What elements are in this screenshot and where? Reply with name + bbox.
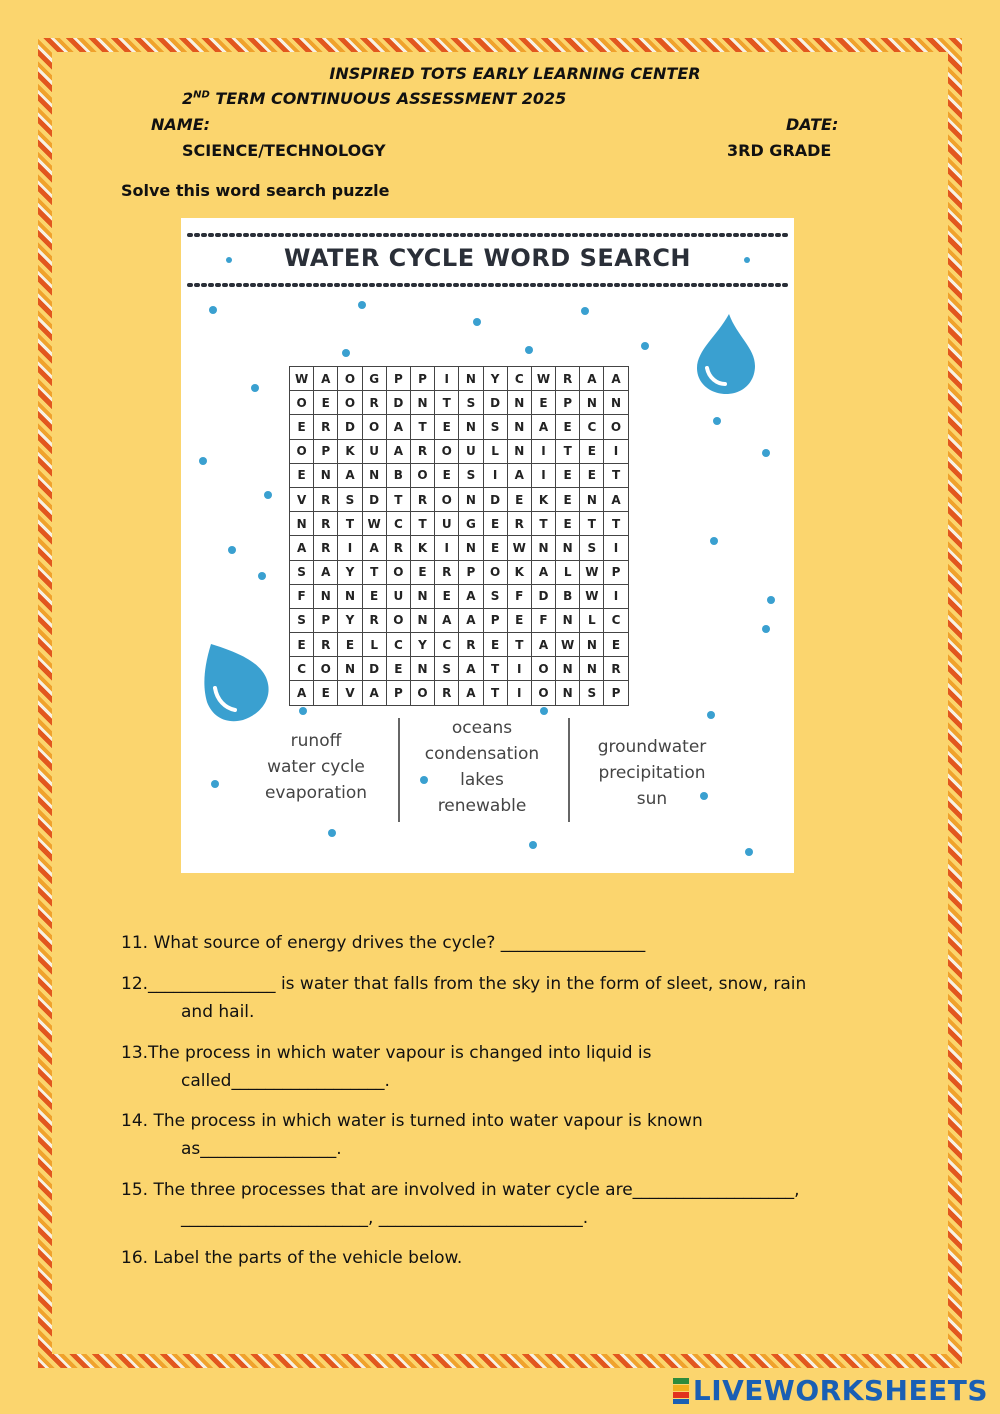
grid-letter: P xyxy=(604,561,627,584)
grid-letter: C xyxy=(508,367,531,390)
grid-letter: C xyxy=(290,657,313,680)
grid-letter: E xyxy=(484,536,507,559)
grid-letter: W xyxy=(363,512,386,535)
grid-letter: O xyxy=(532,657,555,680)
grid-letter: E xyxy=(411,561,434,584)
grid-letter: I xyxy=(484,464,507,487)
term-number: 2 xyxy=(182,89,194,108)
grid-letter: O xyxy=(387,609,410,632)
grid-letter: U xyxy=(435,512,458,535)
grid-letter: U xyxy=(363,440,386,463)
grid-letter: T xyxy=(387,488,410,511)
dot xyxy=(529,841,537,849)
grid-letter: K xyxy=(532,488,555,511)
word-item: condensation xyxy=(424,744,540,764)
liveworksheets-logo xyxy=(673,1374,988,1407)
grid-letter: D xyxy=(387,391,410,414)
grid-letter: W xyxy=(580,561,603,584)
grid-letter: I xyxy=(604,585,627,608)
dot xyxy=(211,780,219,788)
divider xyxy=(398,718,400,822)
grid-letter: G xyxy=(459,512,482,535)
word-item: renewable xyxy=(437,796,527,816)
grid-letter: E xyxy=(290,415,313,438)
grid-letter: N xyxy=(411,585,434,608)
grid-letter: O xyxy=(532,681,555,704)
grid-letter: E xyxy=(580,440,603,463)
grid-letter: U xyxy=(387,585,410,608)
dot xyxy=(710,537,718,545)
grid-letter: O xyxy=(435,440,458,463)
grid-letter: O xyxy=(290,440,313,463)
grid-letter: Y xyxy=(411,633,434,656)
word-item: lakes xyxy=(460,770,504,790)
grid-letter: P xyxy=(604,681,627,704)
grid-letter: V xyxy=(290,488,313,511)
grid-letter: S xyxy=(580,681,603,704)
dot xyxy=(762,625,770,633)
grid-letter: I xyxy=(508,657,531,680)
grid-letter: L xyxy=(580,609,603,632)
grid-letter: I xyxy=(532,464,555,487)
grid-letter: E xyxy=(556,464,579,487)
grid-letter: E xyxy=(604,633,627,656)
grid-letter: C xyxy=(387,633,410,656)
grid-letter: R xyxy=(435,681,458,704)
grid-letter: A xyxy=(314,561,337,584)
grid-letter: N xyxy=(411,657,434,680)
grid-letter: O xyxy=(314,657,337,680)
grid-letter: A xyxy=(604,488,627,511)
grid-letter: W xyxy=(532,367,555,390)
word-item: evaporation xyxy=(264,783,368,803)
grid-letter: U xyxy=(459,440,482,463)
grid-letter: N xyxy=(556,536,579,559)
instruction: Solve this word search puzzle xyxy=(121,181,390,200)
grid-letter: E xyxy=(484,633,507,656)
grid-letter: I xyxy=(435,536,458,559)
grid-letter: F xyxy=(290,585,313,608)
grid-letter: E xyxy=(290,464,313,487)
dot xyxy=(745,848,753,856)
grid-letter: T xyxy=(580,512,603,535)
question-14: 14. The process in which water is turned into water vapour is known xyxy=(121,1111,703,1131)
grid-letter: E xyxy=(387,657,410,680)
grid-letter: W xyxy=(580,585,603,608)
puzzle-title: WATER CYCLE WORD SEARCH xyxy=(283,244,692,272)
grid-letter: N xyxy=(459,367,482,390)
question-12: 12._______________ is water that falls from the sky in the form of sleet, snow, rain xyxy=(121,974,807,994)
word-item: sun xyxy=(636,789,668,809)
grid-letter: O xyxy=(338,367,361,390)
grid-letter: C xyxy=(435,633,458,656)
grid-letter: C xyxy=(580,415,603,438)
grid-letter: N xyxy=(411,391,434,414)
grid-letter: V xyxy=(338,681,361,704)
grid-letter: N xyxy=(508,440,531,463)
grid-letter: L xyxy=(363,633,386,656)
question-15: 15. The three processes that are involved in water cycle are___________________, xyxy=(121,1180,800,1200)
grid-letter: R xyxy=(314,488,337,511)
grid-letter: O xyxy=(604,415,627,438)
grid-letter: T xyxy=(484,681,507,704)
grid-letter: A xyxy=(459,609,482,632)
grid-letter: O xyxy=(411,464,434,487)
grid-letter: A xyxy=(459,681,482,704)
grid-letter: T xyxy=(435,391,458,414)
grid-letter: T xyxy=(411,512,434,535)
grid-letter: D xyxy=(363,657,386,680)
water-drop-icon xyxy=(697,314,755,394)
dot xyxy=(473,318,481,326)
grid-letter: S xyxy=(580,536,603,559)
grid-letter: N xyxy=(459,536,482,559)
grid-letter: E xyxy=(508,488,531,511)
word-item: precipitation xyxy=(598,763,706,783)
grid-letter: N xyxy=(459,415,482,438)
grid-letter: E xyxy=(580,464,603,487)
grid-letter: T xyxy=(604,464,627,487)
grid-letter: O xyxy=(411,681,434,704)
grid-letter: T xyxy=(508,633,531,656)
grid-letter: D xyxy=(338,415,361,438)
grid-letter: S xyxy=(484,585,507,608)
grid-letter: G xyxy=(363,367,386,390)
grid-letter: S xyxy=(290,609,313,632)
grid-letter: E xyxy=(556,415,579,438)
grid-letter: Y xyxy=(484,367,507,390)
grid-letter: N xyxy=(604,391,627,414)
grid-letter: I xyxy=(532,440,555,463)
grid-letter: P xyxy=(411,367,434,390)
grid-letter: A xyxy=(532,561,555,584)
grid-letter: N xyxy=(314,585,337,608)
grid-letter: N xyxy=(508,391,531,414)
grid-letter: P xyxy=(387,367,410,390)
grid-letter: I xyxy=(435,367,458,390)
grid-letter: C xyxy=(604,609,627,632)
dot xyxy=(540,707,548,715)
dot xyxy=(581,307,589,315)
grid-letter: R xyxy=(314,536,337,559)
grid-letter: S xyxy=(459,464,482,487)
grid-letter: A xyxy=(459,585,482,608)
grid-letter: T xyxy=(363,561,386,584)
grid-letter: T xyxy=(484,657,507,680)
grid-letter: E xyxy=(314,391,337,414)
grid-letter: N xyxy=(363,464,386,487)
grid-letter: T xyxy=(532,512,555,535)
grid-letter: K xyxy=(508,561,531,584)
grid-letter: R xyxy=(314,415,337,438)
grid-letter: D xyxy=(484,391,507,414)
grid-letter: E xyxy=(363,585,386,608)
date-label: DATE: xyxy=(786,115,839,134)
dot xyxy=(707,711,715,719)
grid-letter: S xyxy=(484,415,507,438)
grid-letter: P xyxy=(459,561,482,584)
dot xyxy=(228,546,236,554)
grid-letter: N xyxy=(508,415,531,438)
grid-letter: E xyxy=(314,681,337,704)
grid-letter: R xyxy=(556,367,579,390)
word-item: water cycle xyxy=(267,757,365,777)
grid-letter: R xyxy=(459,633,482,656)
dot xyxy=(641,342,649,350)
grid-letter: O xyxy=(363,415,386,438)
grid-letter: P xyxy=(484,609,507,632)
grid-letter: R xyxy=(387,536,410,559)
grid-letter: W xyxy=(556,633,579,656)
grid-letter: P xyxy=(387,681,410,704)
question-15-cont: ______________________, ________________________. xyxy=(181,1208,589,1228)
subject-label: SCIENCE/TECHNOLOGY xyxy=(182,141,386,160)
grid-letter: P xyxy=(314,609,337,632)
grid-letter: N xyxy=(314,464,337,487)
grid-letter: K xyxy=(411,536,434,559)
grid-letter: N xyxy=(580,488,603,511)
divider xyxy=(568,718,570,822)
grid-letter: N xyxy=(556,681,579,704)
grid-letter: A xyxy=(290,681,313,704)
grid-letter: N xyxy=(338,657,361,680)
grid-letter: E xyxy=(435,585,458,608)
term-text: TERM CONTINUOUS ASSESSMENT 2025 xyxy=(209,89,567,108)
logo-mark-icon xyxy=(673,1378,689,1404)
logo-text: LIVEWORKSHEETS xyxy=(692,1374,988,1407)
grid-letter: O xyxy=(484,561,507,584)
grid-letter: A xyxy=(363,681,386,704)
grid-letter: A xyxy=(363,536,386,559)
grid-letter: S xyxy=(459,391,482,414)
grid-letter: P xyxy=(556,391,579,414)
grid-letter: N xyxy=(556,657,579,680)
grid-letter: C xyxy=(387,512,410,535)
letter-grid xyxy=(289,366,629,706)
grid-letter: N xyxy=(580,657,603,680)
word-list-col2 xyxy=(407,715,557,819)
grid-letter: T xyxy=(604,512,627,535)
question-11: 11. What source of energy drives the cycle? _________________ xyxy=(121,933,646,953)
dot xyxy=(328,829,336,837)
grid-letter: F xyxy=(508,585,531,608)
dot xyxy=(762,449,770,457)
grid-letter: N xyxy=(580,391,603,414)
grid-letter: N xyxy=(338,585,361,608)
grid-letter: S xyxy=(290,561,313,584)
question-13: 13.The process in which water vapour is changed into liquid is xyxy=(121,1043,652,1063)
grid-letter: I xyxy=(508,681,531,704)
grid-letter: O xyxy=(435,488,458,511)
grid-letter: N xyxy=(459,488,482,511)
grid-letter: N xyxy=(532,536,555,559)
grid-letter: S xyxy=(338,488,361,511)
grid-letter: E xyxy=(435,415,458,438)
word-item: groundwater xyxy=(597,737,707,757)
grid-letter: E xyxy=(556,512,579,535)
grid-letter: D xyxy=(484,488,507,511)
word-list-col3 xyxy=(579,734,725,812)
grid-letter: D xyxy=(532,585,555,608)
grid-letter: P xyxy=(314,440,337,463)
grid-letter: A xyxy=(290,536,313,559)
grid-letter: A xyxy=(459,657,482,680)
grid-letter: E xyxy=(556,488,579,511)
grid-letter: R xyxy=(363,391,386,414)
grid-letter: A xyxy=(387,415,410,438)
grid-letter: T xyxy=(411,415,434,438)
dot xyxy=(209,306,217,314)
grid-letter: N xyxy=(556,609,579,632)
dot xyxy=(264,491,272,499)
dot xyxy=(525,346,533,354)
question-12-cont: and hail. xyxy=(181,1002,255,1022)
grid-letter: L xyxy=(556,561,579,584)
grid-letter: O xyxy=(387,561,410,584)
grid-letter: A xyxy=(532,633,555,656)
grid-letter: Y xyxy=(338,609,361,632)
dot xyxy=(199,457,207,465)
grid-letter: F xyxy=(532,609,555,632)
grid-letter: T xyxy=(338,512,361,535)
grid-letter: D xyxy=(363,488,386,511)
grid-letter: S xyxy=(435,657,458,680)
grid-letter: R xyxy=(363,609,386,632)
grid-letter: E xyxy=(508,609,531,632)
grid-letter: A xyxy=(604,367,627,390)
assessment-title xyxy=(182,89,566,108)
grid-letter: E xyxy=(532,391,555,414)
grid-letter: T xyxy=(556,440,579,463)
grid-letter: B xyxy=(387,464,410,487)
grid-letter: A xyxy=(580,367,603,390)
grid-letter: R xyxy=(411,488,434,511)
grid-letter: E xyxy=(435,464,458,487)
grid-letter: R xyxy=(411,440,434,463)
dot xyxy=(299,707,307,715)
word-item: oceans xyxy=(451,718,513,738)
grid-letter: E xyxy=(290,633,313,656)
grid-letter: Y xyxy=(338,561,361,584)
school-name: INSPIRED TOTS EARLY LEARNING CENTER xyxy=(329,64,701,83)
grid-letter: E xyxy=(338,633,361,656)
grid-letter: A xyxy=(532,415,555,438)
dot xyxy=(251,384,259,392)
term-suffix: ND xyxy=(193,89,210,101)
grid-letter: N xyxy=(290,512,313,535)
question-14-cont: as________________. xyxy=(181,1139,342,1159)
grid-letter: L xyxy=(484,440,507,463)
grid-letter: O xyxy=(290,391,313,414)
name-label: NAME: xyxy=(151,115,211,134)
grid-letter: R xyxy=(314,512,337,535)
grid-letter: A xyxy=(508,464,531,487)
dot xyxy=(358,301,366,309)
question-13-cont: called__________________. xyxy=(181,1071,390,1091)
grid-letter: E xyxy=(484,512,507,535)
grid-letter: A xyxy=(435,609,458,632)
grid-letter: R xyxy=(508,512,531,535)
question-16: 16. Label the parts of the vehicle below. xyxy=(121,1248,463,1268)
grid-letter: A xyxy=(387,440,410,463)
dot xyxy=(713,417,721,425)
water-drop-icon xyxy=(204,644,268,721)
dot xyxy=(258,572,266,580)
grid-letter: N xyxy=(580,633,603,656)
grid-letter: I xyxy=(604,440,627,463)
grid-letter: R xyxy=(604,657,627,680)
grid-letter: A xyxy=(314,367,337,390)
dot xyxy=(342,349,350,357)
grade-label: 3RD GRADE xyxy=(727,141,832,160)
grid-letter: W xyxy=(508,536,531,559)
grid-letter: N xyxy=(411,609,434,632)
grid-letter: W xyxy=(290,367,313,390)
grid-letter: I xyxy=(338,536,361,559)
word-list-col1 xyxy=(251,728,381,806)
dot xyxy=(767,596,775,604)
word-search-puzzle xyxy=(181,218,794,873)
grid-letter: K xyxy=(338,440,361,463)
grid-letter: I xyxy=(604,536,627,559)
grid-letter: A xyxy=(338,464,361,487)
grid-letter: R xyxy=(435,561,458,584)
grid-letter: B xyxy=(556,585,579,608)
word-item: runoff xyxy=(290,731,342,751)
grid-letter: R xyxy=(314,633,337,656)
grid-letter: O xyxy=(338,391,361,414)
